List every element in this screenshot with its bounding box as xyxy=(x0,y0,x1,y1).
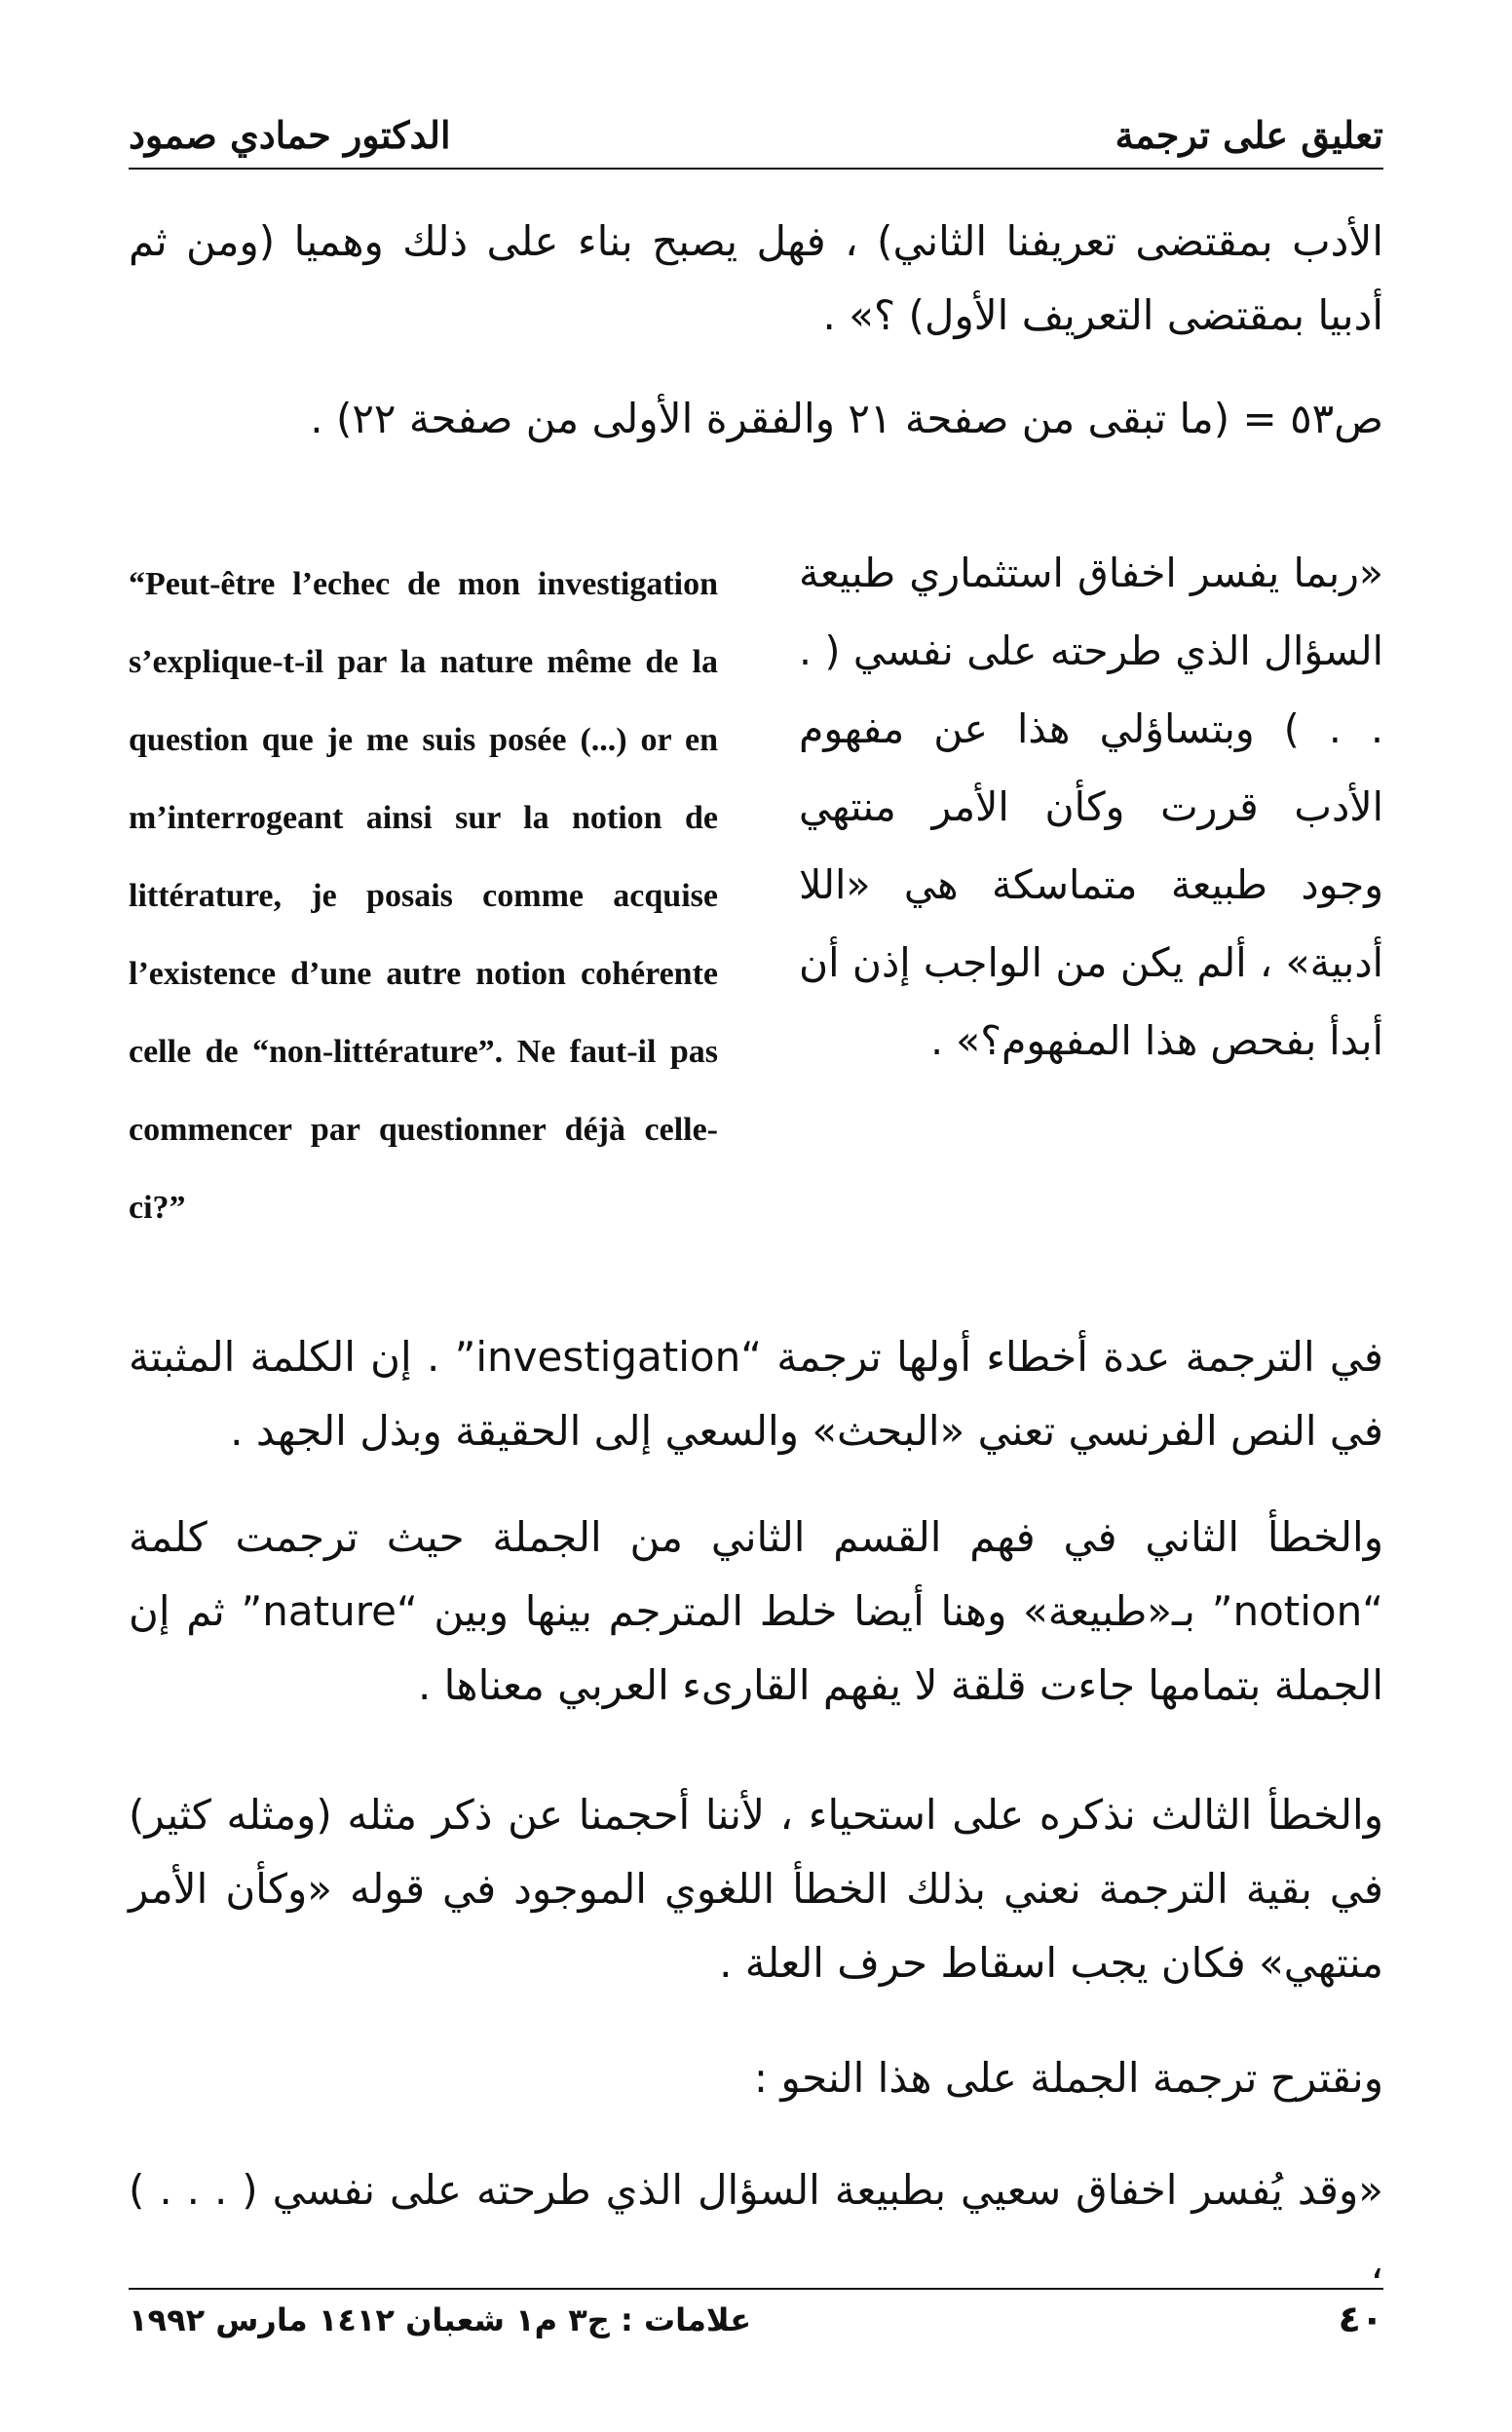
intro-paragraph-2: ص٥٣ = (ما تبقى من صفحة ٢١ والفقرة الأولى من صفحة ٢٢) . xyxy=(310,395,1383,442)
body-paragraph-5: «وقد يُفسر اخفاق سعيي بطبيعة السؤال الذي طرحته على نفسي ( . . . ) ، xyxy=(129,2166,1383,2288)
running-header xyxy=(129,105,1383,170)
author-name: الدكتور حمادي صمود xyxy=(129,113,451,157)
body-paragraph-2: والخطأ الثاني في فهم القسم الثاني من الجملة حيث ترجمت كلمة “notion” بـ«طبيعة» وهنا أيضا خلط المترجم بينها وبين “nature” ثم إن الجملة بتمامها جاءت قلقة لا يفهم القارىء العربي معناها . xyxy=(129,1513,1383,1709)
quote-french: “Peut-être l’echec de mon investigation s’explique-t-il par la nature même de la question que je me suis posée (...) or en m’interrogeant ainsi sur la notion de littérature, je posais comme acquise l’existence d’une autre notion cohérente celle de “non-littérature”. Ne faut-il pas commencer par questionner déjà celle-ci?” xyxy=(129,566,718,1226)
page-footer xyxy=(129,2288,1383,2358)
body-paragraph-1: في الترجمة عدة أخطاء أولها ترجمة “investigation” . إن الكلمة المثبتة في النص الفرنسي تعني «البحث» والسعي إلى الحقيقة وبذل الجهد . xyxy=(129,1333,1383,1455)
intro-paragraph-1: الأدب بمقتضى تعريفنا الثاني) ، فهل يصبح بناء على ذلك وهميا (ومن ثم أدبيا بمقتضى التعريف الأول) ؟» . xyxy=(129,217,1383,339)
quote-arabic: «ربما يفسر اخفاق استثماري طبيعة السؤال الذي طرحته على نفسي ( . . . ) وبتساؤلي هذا عن مفهوم الأدب قررت وكأن الأمر منتهي وجود طبيعة متماسكة هي «اللا أدبية» ، ألم يكن من الواجب إذن أن أبدأ بفحص هذا المفهوم؟» . xyxy=(799,550,1383,1064)
body-paragraph-4: ونقترح ترجمة الجملة على هذا النحو : xyxy=(753,2054,1383,2102)
body-paragraph-3: والخطأ الثالث نذكره على استحياء ، لأننا أحجمنا عن ذكر مثله (ومثله كثير) في بقية الترجمة نعني بذلك الخطأ اللغوي الموجود في قوله «وكأن الأمر منتهي» فكان يجب اسقاط حرف العلة . xyxy=(129,1791,1383,1987)
article-title: تعليق على ترجمة xyxy=(1115,113,1383,157)
page-number: ٤٠ xyxy=(1338,2298,1383,2340)
journal-info: علامات : ج٣ م١ شعبان ١٤١٢ مارس ١٩٩٢ xyxy=(129,2301,752,2338)
